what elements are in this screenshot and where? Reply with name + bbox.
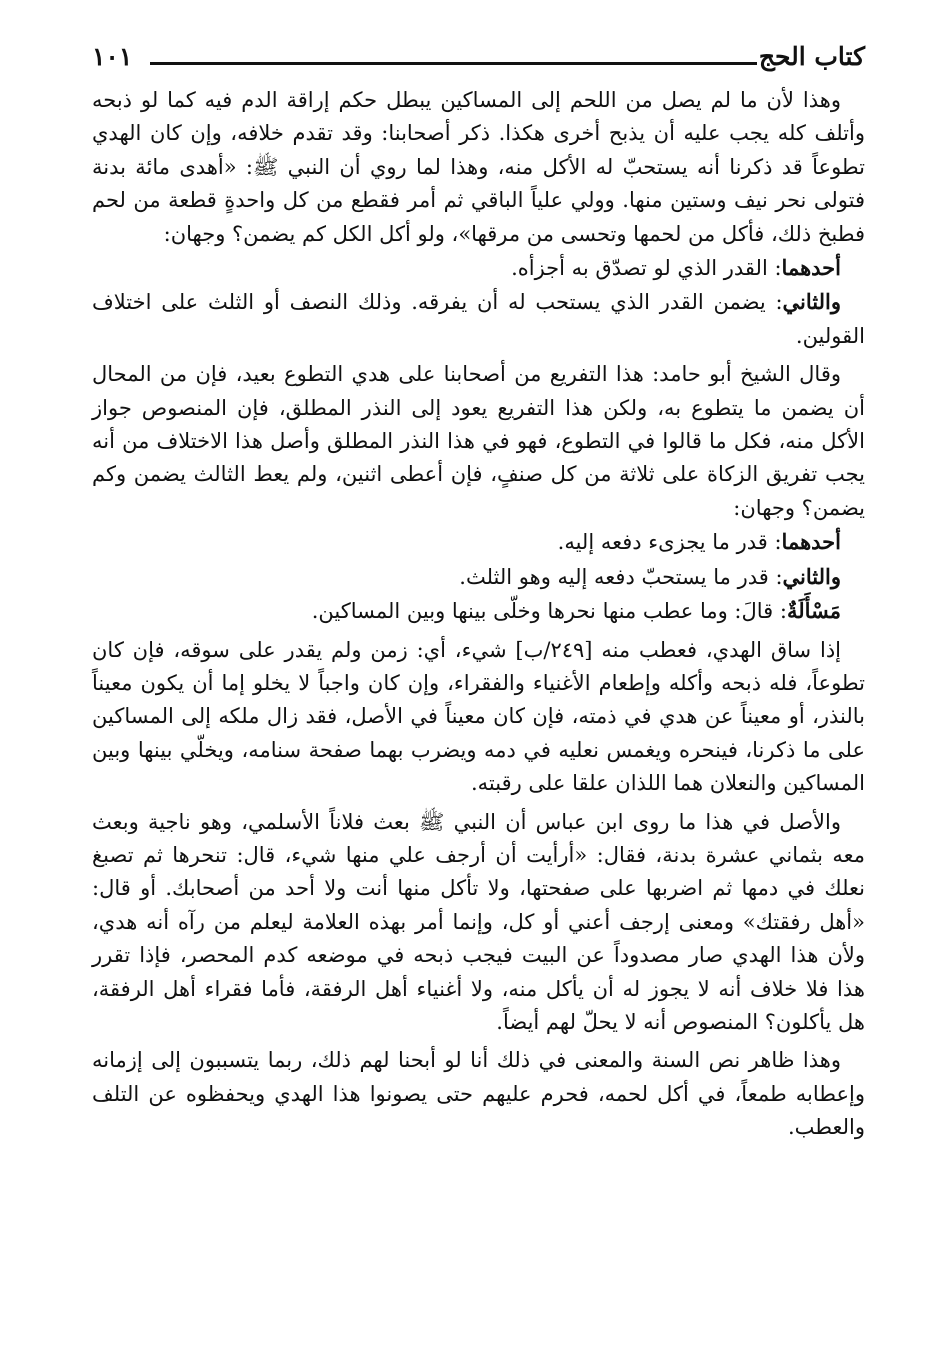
paragraph-text: : قدر ما يستحبّ دفعه إليه وهو الثلث. xyxy=(459,564,783,589)
paragraph-1 xyxy=(92,84,865,251)
header-rule xyxy=(150,62,757,65)
paragraph-text: : يضمن القدر الذي يستحب له أن يفرقه. وذلك النصف أو الثلث على اختلاف القولين. xyxy=(92,290,865,348)
term-label: والثاني xyxy=(782,563,841,589)
masala-label: مَسْأَلَةٌ xyxy=(786,598,841,624)
paragraph-text: وقال الشيخ أبو حامد: هذا التفريع من أصحابنا على هدي التطوع بعيد، فإن من المحال أن يضمن ما يتطوع به، ولكن هذا التفريع يعود إلى النذر المطلق، فإن المنصوص جواز الأكل منه، فكل ما قالوا في التطوع، فهو في هذا النذر المطلق وأصل هذا الاختلاف من أنه يجب تفريق الزكاة على ثلاثة من كل صنفٍ، فإن أعطى اثنين، ولم يعط الثالث يضمن وكم يضمن؟ وجهان: xyxy=(92,362,865,520)
page-number: ١٠١ xyxy=(92,42,133,71)
paragraph-10 xyxy=(92,1044,865,1144)
paragraph-4 xyxy=(92,358,865,525)
term-label: أحدهما xyxy=(781,529,841,555)
paragraph-3 xyxy=(92,285,865,353)
page-body xyxy=(92,84,865,1145)
paragraph-text: : قالَ: وما عطب منها نحرها وخلّى بينها وبين المساكين. xyxy=(311,599,787,624)
paragraph-9 xyxy=(92,806,865,1040)
term-label: والثاني xyxy=(782,289,841,315)
paragraph-text: والأصل في هذا ما روى ابن عباس أن النبي ﷺ بعث فلاناً الأسلمي، وهو ناجية وبعث معه بثماني عشرة بدنة، فقال: «أرأيت أن أرجف علي منها شيء، قال: تنحرها ثم تصبغ نعلك في دمها ثم اضربها على صفحتها، ولا تأكل منها أنت ولا أحد من أصحابك. أو قال: «أهل رفقتك» ومعنى إرجف أعني أو كل، وإنما أمر بهذه العلامة ليعلم من رآه أنه هدي، ولأن هذا الهدي صار مصدوداً عن البيت فيجب ذبحه في موضعه كدم المحصر، فإذا تقرر هذا فلا خلاف أنه لا يجوز له أن يأكل منه، ولا أغنياء أهل الرفقة، فأما فقراء أهل الرفقة، هل يأكلون؟ المنصوص أنه لا يحلّ لهم أيضاً. xyxy=(92,809,865,1034)
paragraph-6 xyxy=(92,560,865,594)
paragraph-text: : القدر الذي لو تصدّق به أجزأه. xyxy=(511,256,782,281)
paragraph-text: وهذا ظاهر نص السنة والمعنى في ذلك أنا لو أبحنا لهم ذلك، ربما يتسببون إلى إزمانه وإعطابه طمعاً، في أكل لحمه، فحرم عليهم حتى يصونوا هذا الهدي ويحفظوه عن التلف والعطب. xyxy=(92,1048,865,1140)
paragraph-5 xyxy=(92,525,865,559)
paragraph-text: إذا ساق الهدي، فعطب منه [٢٤٩/ب] شيء، أي: زمن ولم يقدر على سوقه، فإن كان تطوعاً، فله ذبحه وأكله وإطعام الأغنياء والفقراء، وإن كان واجباً لا يخلو إما أن يكون معيناً بالنذر، أو معيناً عن هدي في ذمته، فإن كان معيناً في الأصل، فقد زال ملكه إلى المساكين على ما ذكرنا، فينحره ويغمس نعليه في دمه ويضرب بهما صفحة سنامه، ويخلّي بينها وبين المساكين والنعلان هما اللذان علقا على رقبته. xyxy=(92,637,865,796)
paragraph-text: : قدر ما يجزىء دفعه إليه. xyxy=(557,530,782,555)
paragraph-2 xyxy=(92,251,865,285)
paragraph-text: وهذا لأن ما لم يصل من اللحم إلى المساكين يبطل حكم إراقة الدم فيه كما لو ذبحه وأتلف كله يجب عليه أن يذبح أخرى هكذا. ذكر أصحابنا: وقد تقدم خلافه، وإن كان الهدي تطوعاً قد ذكرنا أنه يستحبّ له الأكل منه، وهذا لما روي أن النبي ﷺ: «أهدى مائة بدنة فتولى نحر نيف وستين منها. وولي علياً الباقي ثم أمر فقطع من كل واحدةٍ قطعة من لحم فطبخ ذلك، فأكل من لحمها وتحسى من مرقها»، ولو أكل الكل كم يضمن؟ وجهان: xyxy=(92,88,865,246)
paragraph-8 xyxy=(92,634,865,801)
book-title: كتاب الحج xyxy=(758,42,865,71)
term-label: أحدهما xyxy=(781,255,841,281)
paragraph-7 xyxy=(92,594,865,628)
page-header xyxy=(92,36,865,80)
